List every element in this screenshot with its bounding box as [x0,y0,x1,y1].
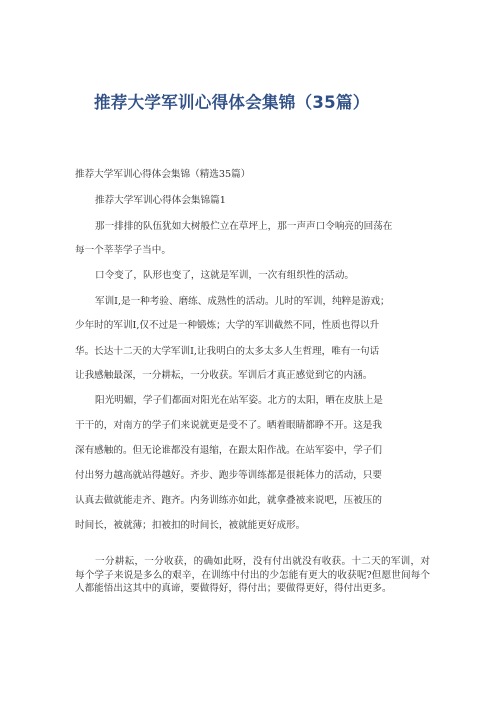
paragraph-line: 那一排排的队伍犹如大树般伫立在草坪上，那一声声口令响亮的回荡在 [95,221,393,232]
section-heading: 推荐大学军训心得体会集锦篇1 [95,195,226,206]
paragraph-line: 认真去做就能走齐、跑齐。内务训练亦如此，就拿叠被来说吧，压被压的 [75,495,382,506]
paragraph-line: 时间长，被就薄；扣被扣的时间长，被就能更好成形。 [75,520,306,531]
final-paragraph: 一分耕耘，一分收获，的确如此呀，没有付出就没有收获。十二天的军训，对每个学子来说是多么的艰辛，在训练中付出的少怎能有更大的收获呢?但愿世间每个人都能悟出这其中的真谛，要做得好，得付出；要做得更好，得付出更多。 [75,556,430,594]
paragraph-line: 每一个莘莘学子当中。 [75,245,171,256]
subtitle-line: 推荐大学军训心得体会集锦（精选35篇） [75,169,251,180]
paragraph-line: 付出努力越高就站得越好。齐步、跑步等训练都是很耗体力的活动，只要 [75,470,382,481]
paragraph-line: 军训Ⅰ,是一种考验、磨练、成熟性的活动。儿时的军训，纯粹是游戏； [95,296,390,307]
paragraph-line: 深有感触的。但无论谁都没有退缩，在跟太阳作战。在站军姿中，学子们 [75,445,382,456]
paragraph-line: 华。长达十二天的大学军训Ⅰ,让我明白的太多太多人生哲理，唯有一句话 [75,346,380,357]
document-title: 推荐大学军训心得体会集锦（35篇） [94,93,370,112]
paragraph-line: 干干的，对南方的学子们来说就更是受不了。晒着眼睛都睁不开。这是我 [75,420,382,431]
paragraph-line: 口令变了，队形也变了，这就是军训，一次有组织性的活动。 [95,270,355,281]
paragraph-line: 阳光明媚，学子们都面对阳光在站军姿。北方的太阳，晒在皮肤上是 [95,395,383,406]
paragraph-line: 让我感触最深，一分耕耘，一分收获。军训后才真正感觉到它的内涵。 [75,370,373,381]
paragraph-line: 少年时的军训Ⅰ,仅不过是一种锻炼；大学的军训截然不同，性质也得以升 [75,320,380,331]
